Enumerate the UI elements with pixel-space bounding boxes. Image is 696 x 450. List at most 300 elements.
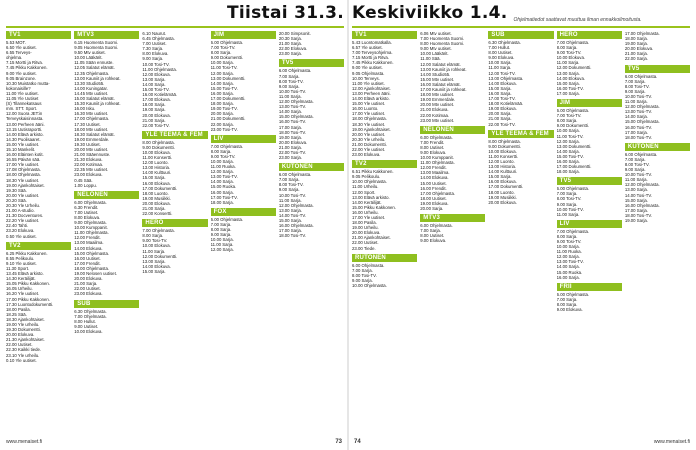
program-entry: 11.00 Sarja.	[556, 60, 580, 66]
program-entry: 6.15 Huomenta Suomi.	[74, 40, 119, 45]
program-entry: 6.00 Ohjelmasta.	[420, 223, 453, 229]
program-entry: 7.30 Sarja.	[142, 46, 164, 52]
program-entry: 13.00 Ohjelmasta.	[488, 75, 524, 81]
program-entry: 14.00 Sarja.	[210, 179, 234, 185]
channel-heading: KUTONEN	[279, 163, 344, 171]
program-entry: 9.05 Ohjelmasta.	[352, 70, 385, 76]
program-entry: 16.55 Päivän sää.	[6, 157, 41, 163]
program-entry: 6.00 Ohjelmasta.	[624, 73, 658, 79]
program-entry: 8.00 Tosi-TV.	[624, 161, 650, 167]
program-entry: 12.35 Ohjelmasta.	[74, 70, 110, 76]
left-accent-bar	[6, 26, 344, 28]
program-entry: 7.00 Terveysohjelma.	[352, 50, 393, 56]
program-entry: 12.00 Luonto.	[488, 158, 515, 164]
program-entry: 20.00 Elokuva.	[142, 112, 171, 118]
program-entry: 6.00 Ohjelmasta.	[352, 262, 385, 268]
program-entry: 14.00 Sarja.	[556, 148, 580, 154]
program-entry: 8.00 Tosi-TV.	[278, 78, 304, 84]
channel-block	[420, 214, 485, 243]
program-entry: 15.00 Sarja.	[142, 268, 166, 274]
program-entry: 6.00 Ohjelmasta.	[624, 151, 658, 157]
program-entry: 19.00 Ajankohtaiset.	[352, 126, 391, 132]
program-entry: 18.00 Kotielämää.	[488, 101, 524, 107]
program-entry: 15.00 Uutiset.	[420, 180, 447, 186]
program-entry: 23.00 Elokuva.	[352, 152, 381, 158]
program-entry: 18.00 Ohjelmasta.	[6, 172, 41, 178]
program-entry: 13.00 Maailma.	[420, 170, 450, 176]
program-entry: 18.00 Tosi-TV.	[624, 212, 653, 218]
program-entry: 8.00 Uutiset.	[420, 144, 445, 150]
program-entry: 18.00 Tosi-TV.	[278, 233, 307, 239]
program-entry: 14.00 Sarja.	[556, 264, 580, 270]
channel-block	[142, 31, 207, 128]
program-entry: 16.00 Tosi-TV.	[278, 119, 307, 125]
program-entry: 9.00 Dokumentti.	[556, 123, 590, 129]
program-entry: 17.00 Ohjelmasta.	[420, 190, 456, 196]
program-entry: 13.30 Studio55.	[74, 80, 105, 86]
program-entry: 16.00 Eläinten kotit.	[6, 152, 44, 158]
program-entry: 18.30 Ajankohtaiset.	[6, 316, 45, 322]
program-entry: 20.00 Simpsonit.	[278, 31, 311, 36]
program-entry: 16.00 Sarja.	[488, 90, 512, 96]
program-entry: 15.00 Yle uutiset.	[352, 101, 386, 107]
program-entry: 11.00 Sarja.	[278, 93, 302, 99]
program-entry: 22.35 Mtv uutiset.	[74, 167, 109, 173]
program-entry: 15.00 Salatut elämät.	[74, 96, 115, 102]
program-entry: 13.00 Elävä arkisto.	[352, 194, 390, 200]
program-entry: 17.00 Sarja.	[278, 124, 302, 130]
program-entry: 14.00 Elävä arkisto.	[6, 131, 44, 137]
program-entry: 16.00 Sarja.	[556, 274, 580, 280]
program-entry: 7.00 Sarja.	[278, 73, 300, 79]
program-entry: 22.30 Kaikki tiede.	[6, 347, 42, 353]
program-entry: 8.00 Elokuva.	[74, 215, 101, 220]
program-entry: 13.00 Tosi-TV.	[556, 259, 584, 265]
program-entry: 12.00 Sarja.	[210, 169, 234, 175]
left-page-footer	[6, 437, 342, 447]
channel-block	[279, 163, 344, 238]
program-entry: 19.00 Urheilu.	[352, 225, 379, 231]
channel-heading: TV2	[352, 160, 417, 168]
program-entry: 7.00 Sarja.	[624, 78, 646, 84]
program-entry: 18.00 Luonto.	[488, 189, 515, 195]
program-entry: 17.00 Kauniit ja rohkeat.	[420, 87, 467, 93]
program-entry: 16.00 Sarja.	[210, 189, 234, 195]
channel-block	[420, 126, 485, 211]
program-entry: 7.00 Tosi-TV.	[556, 113, 582, 119]
program-entry: 18.25 Sää.	[6, 311, 27, 317]
channel-block	[74, 31, 139, 188]
program-entry: 15.00 Ohjelmasta.	[278, 114, 314, 120]
program-entry: 10.00 Sarja.	[210, 237, 234, 243]
program-entry: 12.00 Suora JET:in	[6, 111, 43, 117]
program-entry: 18.30 Yle uutiset.	[6, 177, 40, 183]
channel-block	[142, 219, 207, 274]
channel-block	[211, 135, 276, 205]
program-entry: 22.00 Tosi-TV.	[488, 121, 516, 127]
channel-block	[557, 31, 622, 96]
program-entry: 9.00 Yle uutiset.	[352, 65, 383, 71]
program-entry: 20.00 Yle uutiset.	[6, 192, 40, 198]
program-entry: 6.50 Yle uutiset.	[6, 45, 37, 51]
program-entry: 20.00 Elokuva.	[352, 230, 381, 236]
program-entry: 12.00 Elokuva.	[142, 71, 171, 77]
program-entry: 14.45 Mtv uutiset.	[74, 90, 109, 96]
program-entry: 12.00 Salatut elämät.	[420, 61, 461, 67]
program-entry: 14.30 Keräilijät.	[6, 276, 36, 282]
listing-column	[488, 31, 553, 435]
program-entry: 20.00 Sarja.	[488, 111, 512, 117]
program-entry: 10.00 Tosi-TV.	[556, 206, 584, 212]
program-entry: 19.00 Elokuva.	[488, 106, 517, 112]
program-entry: mm. STT. Sport.	[6, 106, 38, 112]
channel-block	[488, 130, 553, 205]
program-entry: 15.00 Ohjelmasta.	[624, 119, 660, 125]
program-entry: 9.00 Sarja.	[210, 232, 232, 238]
listing-column	[352, 31, 417, 435]
program-entry: 6.51 Pikku Kakkonen.	[352, 169, 394, 175]
program-entry: 9.00 Elokuva.	[488, 55, 515, 61]
program-entry: 12.00 Dokumentti.	[556, 65, 592, 71]
program-entry: 21.00 Sarja.	[278, 41, 302, 47]
program-entry: 14.00 Elokuva.	[420, 175, 449, 181]
program-entry: 10.00 Tosi-TV.	[624, 172, 653, 178]
program-entry: 8.00 Ohjelmasta.	[142, 139, 175, 145]
program-entry: 7.00 Sarja.	[556, 191, 578, 197]
program-entry: 7.00 Sarja.	[420, 228, 441, 234]
program-entry: 7.00 Uutiset.	[142, 41, 167, 47]
program-entry: 7.00 Hullut.	[488, 45, 511, 51]
listing-column	[420, 31, 485, 435]
program-entry: 21.30 Elokuva.	[74, 157, 103, 163]
program-entry: 9.00 Sarja.	[624, 167, 646, 173]
program-entry: 19.00 Yle urheilu.	[6, 321, 40, 327]
program-entry: 16.00 Ohjelmasta.	[624, 202, 660, 208]
program-entry: 21.00 A-studio.	[6, 208, 35, 214]
program-entry: 15.00 Sarja.	[278, 218, 302, 223]
program-entry: 9.00 Dokumentti.	[488, 143, 521, 149]
program-entry: 8.00 Tosi-TV.	[556, 196, 582, 202]
program-entry: 8.00 Sarja.	[556, 45, 578, 51]
program-entry: 10.00 Elokuva.	[74, 328, 103, 334]
program-entry: 13.00 Sarja.	[624, 187, 648, 193]
program-entry: 20.00 Elokuva.	[278, 139, 308, 145]
left-page-header	[6, 0, 344, 26]
program-entry: 15.00 Pikku Kakkonen.	[352, 204, 396, 210]
program-entry: 10.00 Sarja.	[210, 158, 234, 164]
program-entry: 21.00 Sääennuste.	[74, 152, 111, 158]
channel-block	[142, 131, 207, 216]
program-entry: 16.00 Salatut elämät.	[420, 81, 461, 87]
program-entry: 17.00 Yle uutiset.	[6, 162, 40, 168]
program-entry: 18.00 Mtv uutiset.	[420, 92, 455, 98]
program-entry: 16.00 Sarja.	[210, 90, 234, 96]
program-entry: 19.00 Elokuva.	[420, 200, 449, 206]
program-entry: 16.00 Uutiset.	[74, 255, 101, 261]
program-entry: 20.00 Elokuva.	[624, 46, 654, 52]
listing-column	[557, 31, 622, 435]
program-entry: 23.00 Mtv uutiset.	[420, 117, 455, 123]
program-entry: 11.00 Tosi-TV.	[210, 65, 238, 71]
right-page-header	[352, 0, 690, 26]
program-entry: 20.30 Yle Urheilu.	[6, 203, 41, 208]
program-entry: 13.00 Maailma.	[74, 240, 104, 246]
program-entry: 9.10 Yle uutiset.	[6, 260, 37, 266]
channel-block	[211, 31, 276, 132]
program-entry: 19.30 Dokumentti.	[6, 327, 41, 333]
program-entry: 9.00 Sarja.	[352, 277, 373, 283]
program-entry: 15.10 Mankelit.	[6, 146, 36, 152]
program-entry: 0.10 Yle uutiset.	[6, 357, 37, 363]
program-entry: 14.00 Kuningatar.	[74, 85, 108, 91]
channel-heading: HERO	[557, 31, 622, 39]
program-entry: ohjelma.	[6, 55, 23, 61]
channel-block	[279, 59, 344, 160]
program-entry: 18.30 Salatut elämät.	[74, 131, 115, 137]
program-entry: 6.00 Ohjelmasta.	[556, 291, 590, 297]
program-entry: 15.00 Tosi-TV.	[210, 85, 238, 91]
program-entry: 20.00 Mtv uutiset.	[74, 146, 109, 152]
program-entry: 13.00 Historia.	[488, 164, 517, 170]
program-entry: 17.00 Sarja.	[624, 129, 648, 135]
program-entry: 19.00 Emmerdale.	[420, 97, 456, 103]
program-entry: 18.00 Sarja.	[624, 36, 648, 42]
program-entry: 19.00 Tosi-TV.	[210, 106, 238, 112]
program-entry: 21.00 Elokuva.	[420, 107, 449, 113]
program-entry: 7.00 Huomenta Suomi.	[420, 36, 465, 42]
program-entry: 10.00 Sarja.	[556, 244, 580, 250]
program-entry: 22.00 Uutiset.	[6, 342, 33, 348]
program-entry: 5.53 MOT.	[6, 40, 26, 45]
program-entry: 9.00 Sarja.	[278, 83, 300, 89]
program-entry: 10.00 Kumppanit.	[420, 155, 454, 161]
program-entry: 9.00 Ohjelmasta.	[74, 220, 107, 226]
program-entry: 12.00 Dokumentti.	[142, 253, 178, 259]
program-entry: 14.00 Elokuva.	[488, 80, 517, 86]
program-entry: 7.15 Mortti ja Ritva.	[352, 55, 390, 61]
program-entry: 10.00 Lääkärit.	[74, 55, 103, 61]
program-entry: 7.00 Ohjelmasta.	[556, 40, 590, 45]
program-entry: 16.00 Tosi-TV.	[556, 85, 584, 91]
program-entry: 9.05 Huomenta Suomi.	[74, 45, 119, 51]
program-entry: 11.05 Sään ennuste.	[74, 60, 114, 66]
program-entry: 20.30 Yle urheilu.	[352, 136, 386, 142]
program-entry: 0.50 Yle uutiset.	[6, 233, 37, 239]
channel-block	[557, 283, 622, 312]
program-entry: 12.00 Luonto.	[142, 160, 169, 166]
program-entry: 7.00 Uutiset.	[74, 209, 99, 215]
program-entry: 9.00 Tosi-TV.	[142, 238, 168, 244]
program-entry: 17.30 Luontodokumentti.	[6, 301, 54, 307]
program-entry: 22.00 Tosi-TV.	[278, 149, 307, 155]
program-entry: 6.06 Mtv uutiset.	[420, 31, 452, 36]
channel-heading: JIM	[211, 31, 276, 39]
program-entry: 18.00 Pasila.	[352, 220, 377, 226]
program-entry: 18.00 Tosi-TV.	[278, 129, 307, 135]
program-entry: 21.00 Sarja.	[142, 206, 166, 211]
channel-heading: JIM	[557, 99, 622, 107]
program-entry: 12.00 Frendit.	[74, 235, 101, 241]
program-entry: 8.00 Sarja.	[142, 233, 164, 239]
program-entry: 14.00 Sarja.	[278, 109, 302, 115]
program-entry: 19.00 Sarja.	[624, 41, 648, 47]
program-entry: 15.00 Yle uutiset.	[6, 141, 40, 147]
program-entry: 20.00 Elokuva.	[6, 332, 35, 338]
channel-block	[352, 31, 417, 157]
program-entry: 11.00 Yle uutiset.	[352, 80, 385, 86]
program-entry: 6.45 Ohjelmasta.	[142, 36, 175, 42]
program-entry: 9.00 Yle uutiset.	[6, 70, 37, 76]
program-entry: 6.00 Ohjelmasta.	[74, 199, 107, 205]
program-entry: 13.00 Perheen ääni.	[352, 90, 391, 96]
program-entry: 11.30 Sport.	[6, 265, 30, 271]
program-entry: 18.00 Sarja.	[556, 169, 580, 175]
program-entry: 9.00 Dokumentti.	[142, 144, 175, 150]
program-entry: 7.00 Frendit.	[420, 139, 445, 145]
program-entry: 15.30 Kauniit ja rohkeat.	[74, 101, 121, 107]
program-entry: 20.30 Sarja.	[278, 36, 302, 42]
program-entry: 16.05 Urheilu.	[6, 286, 33, 292]
program-entry: 9.00 Elokuva.	[420, 149, 447, 155]
program-entry: 16.00 Isku.	[74, 106, 96, 112]
program-entry: 22.00 Kotimaa.	[74, 162, 104, 168]
program-entry: 11.00 Yle uutiset.	[6, 90, 39, 96]
program-entry: 9.00 Uutiset.	[74, 323, 99, 329]
program-entry: 6.00 Ohjelmasta.	[278, 172, 312, 178]
program-entry: 15.00 Ruoka.	[556, 269, 583, 275]
program-entry: 11.00 Sarja.	[210, 242, 234, 248]
program-entry: 17.08 Ohjelmasta.	[6, 167, 41, 173]
program-entry: 13.00 Sarja.	[556, 70, 580, 76]
program-entry: 7.00 Sarja.	[556, 296, 578, 302]
channel-heading: TV5	[625, 65, 690, 73]
program-entry: 20.00 Yle uutiset.	[352, 131, 386, 137]
program-entry: 10.00 Kumppanit.	[74, 225, 108, 231]
program-entry: 10.00 Sarja.	[210, 60, 234, 66]
program-entry: 21.00 Sarja.	[142, 117, 166, 123]
program-entry: 1.00 Loppu.	[74, 182, 97, 188]
program-entry: 8.00 Ohjelmasta.	[488, 138, 521, 144]
program-entry: 8.00 Sarja.	[556, 118, 578, 124]
program-entry: 9.00 Dokumentti.	[210, 55, 244, 61]
program-entry: 10.00 Elokuva.	[142, 149, 171, 155]
program-entry: 13.00 Historia.	[142, 165, 171, 171]
program-entry: 16.00 Sarja.	[556, 158, 580, 164]
program-entry: 17.00 Dokumentti.	[556, 164, 592, 170]
program-entry: 12.00 Ohjelmasta.	[624, 104, 660, 110]
listing-column	[625, 31, 690, 435]
channel-block	[625, 31, 690, 62]
program-entry: 8.00 Tosi-TV.	[278, 182, 304, 188]
program-entry: 9.00 Tosi-TV.	[556, 50, 582, 56]
right-page	[348, 0, 696, 450]
program-entry: 13.00 Sarja.	[278, 207, 302, 213]
program-entry: 12.00 Frendit.	[420, 165, 447, 171]
listing-column	[211, 31, 276, 435]
program-entry: 19.00 Musiikki.	[488, 194, 517, 200]
program-entry: 9.00 Sarja.	[278, 187, 300, 193]
right-page-subtitle: Ohjelmatiedot saattavat muuttua ilman ennakkoilmoitusta.	[513, 17, 642, 23]
program-entry: 16.30 Mtv uutiset.	[74, 111, 109, 117]
program-entry: 18.00 Sarja.	[210, 101, 234, 107]
program-entry: 11.05 Yle Uutiset	[6, 96, 39, 102]
listing-column	[6, 31, 71, 435]
channel-heading: YLE TEEMA & FEM	[488, 130, 553, 138]
program-entry: 16.20 Yle uutiset.	[6, 291, 40, 297]
program-entry: 19.00 Musiikki.	[142, 195, 171, 201]
program-entry: 18.00 Tosi-TV.	[624, 134, 653, 140]
program-entry: 18.00 Sarja.	[142, 102, 166, 108]
program-entry: 7.00 Tosi-TV.	[210, 45, 236, 51]
program-entry: 9.00 Mtv uutiset.	[420, 46, 452, 52]
program-entry: 8.00 Sarja.	[556, 301, 578, 307]
program-entry: 9.05 Brainzone.	[6, 75, 37, 81]
program-entry: 20.00 Sarja.	[420, 206, 444, 211]
program-entry: 6.30 Ohjelmasta.	[74, 308, 107, 314]
program-entry: 12.00 Sarja.	[210, 70, 234, 76]
program-entry: 18.00 Ohjelmasta.	[352, 116, 387, 122]
program-entry: 17.00 Ohjelmasta.	[624, 31, 660, 36]
program-entry: 17.00 Yle uutiset.	[352, 215, 386, 220]
program-entry: 8.00 Sarja.	[210, 50, 232, 56]
program-entry: 23.00 Sarja.	[278, 155, 302, 161]
channel-block	[352, 160, 417, 251]
program-entry: 6.57 Yle uutiset.	[352, 45, 383, 51]
program-entry: 11.00 Sarja.	[142, 248, 166, 254]
program-entry: 16.00 Tosi-TV.	[624, 124, 653, 130]
program-entry: 19.00 Nelosen uutiset.	[74, 271, 117, 277]
program-entry: 22.00 Sarja.	[624, 56, 648, 62]
channel-heading: KUTONEN	[625, 143, 690, 151]
program-entry: 17.00 Dokumentti.	[488, 184, 524, 190]
program-entry: 11.00 Sää.	[420, 56, 441, 62]
program-entry: 6.25 Pikku Kakkonen.	[6, 250, 48, 256]
channel-heading: TV5	[279, 59, 344, 67]
channel-heading: FRII	[557, 283, 622, 291]
right-listings	[352, 31, 690, 435]
program-entry: 20.00 Elokuva.	[74, 276, 103, 282]
program-entry: 13.00 Kauniit ja rohkeat.	[420, 66, 467, 72]
program-entry: 23.00 Elokuva.	[74, 291, 103, 297]
left-website: www.menaiset.fi	[6, 439, 43, 445]
program-entry: 12.00 Ohjelmasta.	[624, 182, 660, 188]
program-entry: 7.00 Ohjelmasta.	[142, 228, 175, 234]
program-entry: 22.00 Konsertti.	[142, 211, 173, 217]
program-entry: 16.00 Elokuva.	[142, 180, 171, 186]
program-entry: 8.00 Huomenta Suomi.	[420, 41, 465, 47]
program-entry: 14.00 Elokuva.	[74, 245, 103, 251]
program-entry: 18.00 Uutiset.	[420, 195, 447, 201]
program-entry: 22.00 Uutiset.	[74, 286, 101, 292]
program-entry: 16.00 Kotielämää.	[142, 92, 178, 98]
program-entry: 17.00 Dokumentti.	[142, 185, 178, 191]
program-entry: 10.00 Tosi-TV.	[624, 93, 653, 99]
program-entry: 17.00 Ohjelmasta.	[74, 116, 110, 122]
program-entry: 11.00 Ruoka.	[210, 164, 236, 170]
program-entry: 13.00 Tosi-TV.	[210, 174, 238, 180]
channel-block	[279, 31, 344, 56]
program-entry: 10.00 Elokuva.	[556, 55, 586, 61]
program-entry: 12.00 Ohjelmasta.	[278, 202, 314, 208]
program-entry: 15.00 Ohjelmasta.	[74, 250, 110, 256]
channel-heading: MTV3	[74, 31, 139, 39]
program-entry: 15.05 Pikku Kakkonen.	[6, 281, 50, 287]
program-entry: 10.00 Lääkärit.	[420, 51, 449, 57]
program-entry: 21.00 Sarja.	[278, 144, 302, 150]
program-entry: 7.00 Sarja.	[352, 267, 373, 273]
program-entry: 13.00 Perheen ääni.	[6, 121, 45, 127]
program-entry: 17.00 Tosi-TV.	[210, 194, 238, 200]
